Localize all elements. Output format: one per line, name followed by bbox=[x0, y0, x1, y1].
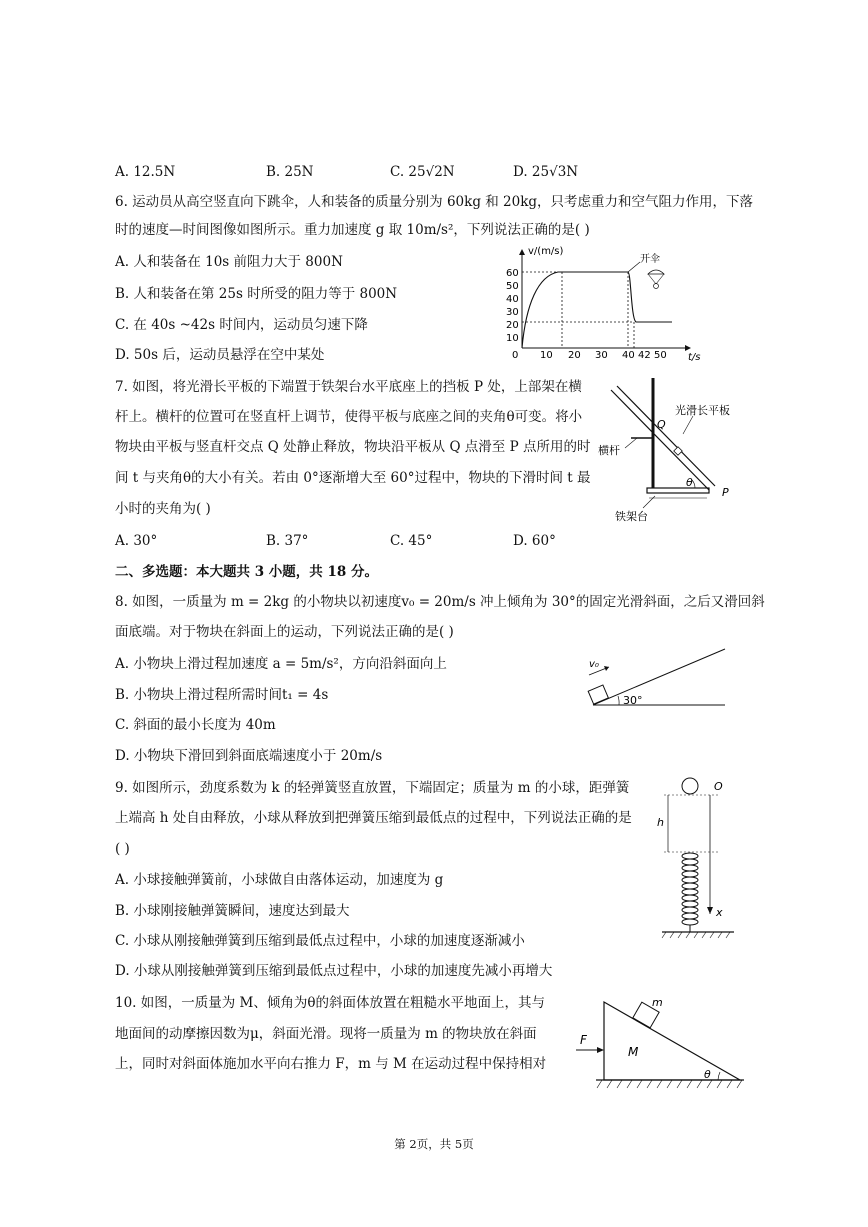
force-F-label: F bbox=[580, 1033, 587, 1047]
xtick-20: 20 bbox=[568, 350, 581, 361]
q7-stem-line4: 间 t 与夹角θ的大小有关。若由 0°逐渐增大至 60°过程中，物块的下滑时间 t 最 bbox=[115, 470, 591, 486]
q6-velocity-time-graph bbox=[500, 244, 710, 366]
q10-stem-line3: 上，同时对斜面体施加水平向右推力 F，m 与 M 在运动过程中保持相对 bbox=[115, 1056, 547, 1072]
q9-option-b: B. 小球刚接触弹簧瞬间，速度达到最大 bbox=[115, 903, 350, 919]
q7-option-c: C. 45° bbox=[390, 533, 433, 549]
q9-option-c: C. 小球从刚接触弹簧到压缩到最低点过程中，小球的加速度逐渐减小 bbox=[115, 933, 525, 949]
origin-o-label: O bbox=[714, 780, 723, 793]
q8-stem-line2: 面底端。对于物块在斜面上的运动，下列说法正确的是( ) bbox=[115, 624, 454, 640]
height-h-label: h bbox=[657, 816, 664, 829]
q8-option-c: C. 斜面的最小长度为 40m bbox=[115, 717, 276, 733]
q9-spring-figure bbox=[650, 774, 750, 942]
q8-option-b: B. 小物块上滑过程所需时间t₁ = 4s bbox=[115, 687, 329, 703]
mass-m-label: m bbox=[652, 996, 663, 1009]
q9-stem-line1: 9. 如图所示，劲度系数为 k 的轻弹簧竖直放置，下端固定；质量为 m 的小球，距弹簧 bbox=[115, 780, 630, 796]
ball bbox=[682, 778, 698, 794]
ytick-10: 10 bbox=[506, 333, 519, 344]
crossbar-label: 横杆 bbox=[598, 444, 620, 457]
q7-stem-line2: 杆上。横杆的位置可在竖直杆上调节，使得平板与底座之间的夹角θ可变。将小 bbox=[115, 409, 583, 425]
velocity-curve bbox=[522, 272, 672, 348]
q6-option-c: C. 在 40s ~42s 时间内，运动员匀速下降 bbox=[115, 317, 368, 333]
v0-label: v₀ bbox=[589, 659, 599, 670]
ytick-50: 50 bbox=[506, 281, 519, 292]
axis-x-label: x bbox=[716, 906, 723, 919]
q8-option-d: D. 小物块下滑回到斜面底端速度小于 20m/s bbox=[115, 748, 383, 764]
theta-label: θ bbox=[686, 476, 693, 489]
parachute-label: 开伞 bbox=[640, 254, 660, 265]
q8-stem-line1: 8. 如图，一质量为 m = 2kg 的小物块以初速度v₀ = 20m/s 冲上倾角为 30°的固定光滑斜面，之后又滑回斜 bbox=[115, 594, 765, 610]
point-q-label: Q bbox=[657, 418, 666, 431]
ytick-30: 30 bbox=[506, 307, 519, 318]
q7-option-d: D. 60° bbox=[513, 533, 556, 549]
xtick-10: 10 bbox=[540, 350, 553, 361]
xtick-30: 30 bbox=[595, 350, 608, 361]
spring bbox=[682, 853, 698, 932]
q9-option-a: A. 小球接触弹簧前，小球做自由落体运动，加速度为 g bbox=[115, 872, 444, 888]
q10-stem-line1: 10. 如图，一质量为 M、倾角为θ的斜面体放置在粗糙水平地面上，其与 bbox=[115, 995, 546, 1011]
ytick-20: 20 bbox=[506, 320, 519, 331]
q5-option-d: D. 25√3N bbox=[513, 164, 579, 180]
q7-stem-line3: 物块由平板与竖直杆交点 Q 处静止释放，物块沿平板从 Q 点滑至 P 点所用的时 bbox=[115, 439, 591, 455]
q6-stem-line1: 6. 运动员从高空竖直向下跳伞，人和装备的质量分别为 60kg 和 20kg，只考虑重力和空气阻力作用，下落 bbox=[115, 194, 754, 210]
q6-stem-line2: 时的速度—时间图像如图所示。重力加速度 g 取 10m/s²，下列说法正确的是( ) bbox=[115, 222, 590, 238]
q5-option-b: B. 25N bbox=[266, 164, 314, 180]
q8-incline-figure bbox=[585, 645, 730, 711]
origin-label: 0 bbox=[512, 350, 519, 361]
q7-stem-line1: 7. 如图，将光滑长平板的下端置于铁架台水平底座上的挡板 P 处，上部架在横 bbox=[115, 379, 582, 395]
point-p-label: P bbox=[722, 486, 729, 499]
xtick-50: 50 bbox=[654, 350, 667, 361]
parachute-icon bbox=[648, 270, 664, 289]
q9-stem-line3: ( ) bbox=[115, 841, 130, 857]
q7-option-a: A. 30° bbox=[115, 533, 158, 549]
graph-ylabel: v/(m/s) bbox=[528, 246, 564, 257]
ytick-40: 40 bbox=[506, 294, 519, 305]
q10-stem-line2: 地面间的动摩擦因数为μ，斜面光滑。现将一质量为 m 的物块放在斜面 bbox=[115, 1026, 537, 1042]
ytick-60: 60 bbox=[506, 268, 519, 279]
stand-base bbox=[647, 488, 709, 493]
block bbox=[674, 447, 682, 455]
q5-option-a: A. 12.5N bbox=[115, 164, 176, 180]
xtick-42: 42 bbox=[638, 350, 651, 361]
stand-label: 铁架台 bbox=[615, 510, 648, 523]
q6-option-d: D. 50s 后，运动员悬浮在空中某处 bbox=[115, 347, 325, 363]
q5-option-c: C. 25√2N bbox=[390, 164, 455, 180]
q8-option-a: A. 小物块上滑过程加速度 a = 5m/s²，方向沿斜面向上 bbox=[115, 656, 447, 672]
wedge bbox=[604, 1002, 740, 1080]
q7-stem-line5: 小时的夹角为( ) bbox=[115, 501, 211, 517]
q10-wedge-figure bbox=[572, 994, 752, 1094]
q9-option-d: D. 小球从刚接触弹簧到压缩到最低点过程中，小球的加速度先减小再增大 bbox=[115, 963, 553, 979]
q6-option-b: B. 人和装备在第 25s 时所受的阻力等于 800N bbox=[115, 286, 398, 302]
section-2-heading: 二、多选题：本大题共 3 小题，共 18 分。 bbox=[115, 564, 378, 580]
angle-label: 30° bbox=[623, 694, 643, 707]
board-label: 光滑长平板 bbox=[675, 404, 730, 417]
block bbox=[588, 685, 608, 704]
page-footer: 第 2页，共 5页 bbox=[394, 1137, 474, 1151]
q7-incline-apparatus-figure bbox=[595, 372, 765, 532]
xtick-40: 40 bbox=[622, 350, 635, 361]
graph-xlabel: t/s bbox=[688, 352, 701, 363]
q9-stem-line2: 上端高 h 处自由释放，小球从释放到把弹簧压缩到最低点的过程中，下列说法正确的是 bbox=[115, 810, 632, 826]
theta-label: θ bbox=[704, 1068, 711, 1081]
q6-option-a: A. 人和装备在 10s 前阻力大于 800N bbox=[115, 254, 343, 270]
q7-option-b: B. 37° bbox=[266, 533, 309, 549]
mass-M-label: M bbox=[628, 1045, 639, 1059]
